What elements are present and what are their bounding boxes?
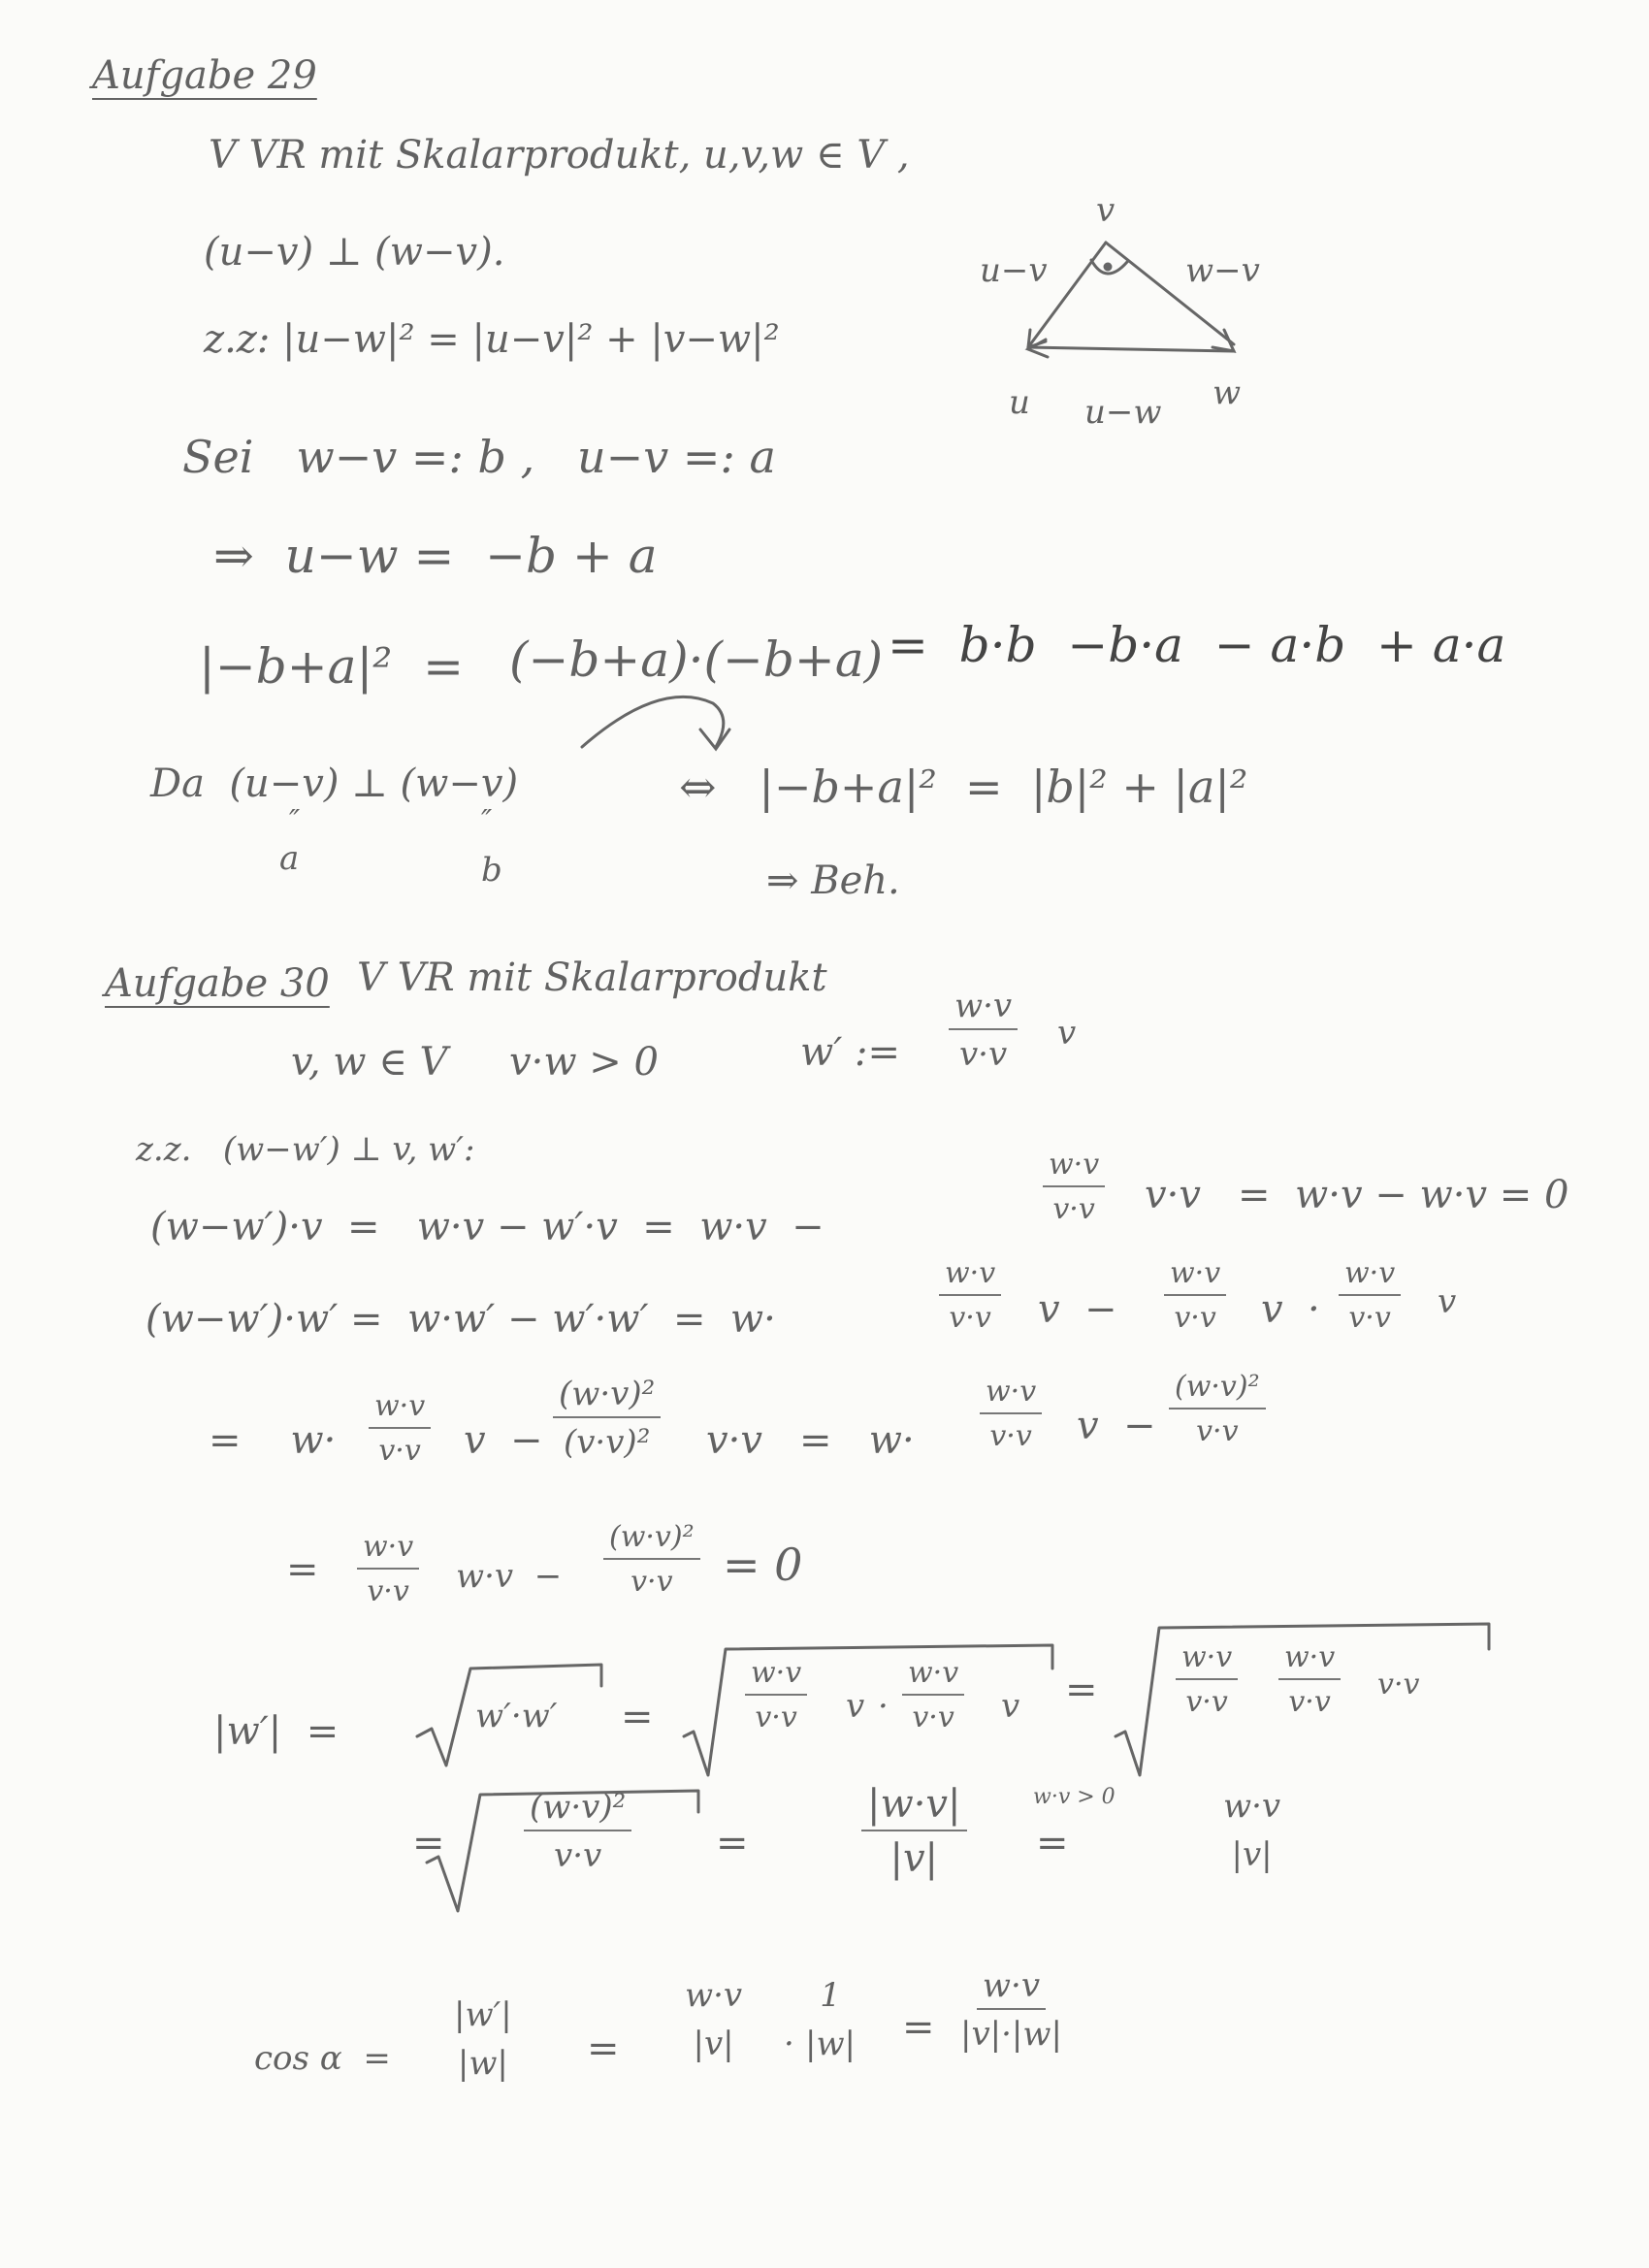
numerator: w·v — [939, 1259, 1001, 1296]
a30-cos-eq-1: = — [587, 2026, 620, 2071]
denominator: |v| — [693, 2025, 734, 2063]
a30-cos-fraction-3 — [805, 1976, 857, 2063]
a30-norm-vv: v·v — [1377, 1668, 1420, 1701]
a29-da-eq-a: ″ — [289, 804, 301, 838]
numerator: w·v — [980, 1377, 1042, 1414]
a30-norm-eq-1: = — [621, 1695, 654, 1739]
a30-wprime-v: v — [1057, 1014, 1077, 1053]
a30-cos-dot: · — [784, 2025, 794, 2063]
denominator: |w| — [457, 2044, 508, 2083]
a29-expand-rhs: = b·b −b·a − a·b + a·a — [888, 617, 1506, 673]
denominator: v·v — [1288, 1685, 1331, 1719]
a30-row6-eq-2: = — [1036, 1821, 1069, 1865]
denominator: v·v — [755, 1701, 797, 1734]
a30-line-1: V VR mit Skalarprodukt — [357, 956, 827, 1000]
a29-equivalence: ⇔ |−b+a|² = |b|² + |a|² — [679, 761, 1248, 813]
numerator: w·v — [1043, 1150, 1105, 1187]
heading-aufgabe-29: Aufgabe 29 — [92, 53, 317, 98]
denominator: v·v — [367, 1574, 409, 1608]
a30-row1-lhs: (w−w′)·v = w·v − w′·v = w·v − — [150, 1205, 824, 1249]
a29-beh: ⇒ Beh. — [766, 859, 900, 903]
a30-cos-fraction-1 — [448, 1995, 518, 2083]
a30-cos-lhs: cos α = — [254, 2039, 391, 2078]
a30-row4-mid: w·v − — [456, 1557, 563, 1596]
numerator: w·v — [902, 1659, 964, 1696]
a30-norm-fraction-1 — [745, 1656, 807, 1734]
a29-expand-mid: (−b+a)·(−b+a) — [509, 632, 884, 688]
a29-implies: ⇒ u−w = −b + a — [213, 528, 658, 584]
numerator: w·v — [1339, 1259, 1401, 1296]
denominator: v·v — [1348, 1301, 1391, 1335]
a30-row6-lhs: = — [412, 1821, 445, 1865]
numerator: (w·v)² — [1169, 1373, 1266, 1409]
denominator: v·v — [378, 1434, 421, 1468]
a30-row6-fraction-result — [1217, 1787, 1286, 1874]
a30-row6-condition: w·v > 0 — [1033, 1785, 1116, 1809]
a30-norm-v-1: v — [846, 1687, 865, 1726]
denominator: v·v — [1052, 1192, 1095, 1226]
denominator: v·v — [554, 1836, 602, 1875]
a30-cos-eq-2: = — [902, 2005, 935, 2050]
a30-zz: z.z. (w−w′) ⊥ v, w′: — [136, 1130, 475, 1169]
a30-row2-mid: v − — [1038, 1287, 1117, 1332]
numerator: w·v — [1223, 1787, 1281, 1826]
triangle-label-v: v — [1096, 191, 1116, 230]
denominator: |v| — [1231, 1835, 1273, 1874]
triangle-label-u-minus-w: u−w — [1084, 393, 1162, 432]
a29-da: Da (u−v) ⊥ (w−v) — [150, 761, 519, 806]
denominator: (v·v)² — [563, 1423, 651, 1462]
a30-row4-lhs: = — [286, 1547, 319, 1592]
a30-line-2: v, w ∈ V v·w > 0 — [291, 1040, 659, 1085]
a29-line-3: z.z: |u−w|² = |u−v|² + |v−w|² — [204, 317, 780, 362]
numerator: |w′| — [454, 1995, 512, 2034]
numerator: (w·v)² — [603, 1523, 700, 1560]
a30-wprime-lhs: w′ := — [800, 1030, 901, 1075]
numerator: w·v — [1164, 1259, 1226, 1296]
a30-row1-tail: v·v = w·v − w·v = 0 — [1145, 1173, 1569, 1217]
a29-da-a: a — [279, 839, 300, 878]
denominator: v·v — [949, 1301, 991, 1335]
triangle-label-w-minus-v: w−v — [1185, 251, 1260, 290]
a29-sei: Sei w−v =: b , u−v =: a — [182, 431, 776, 483]
denominator: v·v — [989, 1419, 1032, 1453]
a30-row2-lhs: (w−w′)·w′ = w·w′ − w′·w′ = w· — [146, 1297, 776, 1342]
a30-row6-sqrt-fraction — [524, 1788, 631, 1875]
a29-line-2: (u−v) ⊥ (w−v). — [204, 230, 505, 275]
a30-row3-end: v − — [1077, 1404, 1156, 1448]
a30-norm-v-2: v — [1001, 1687, 1020, 1726]
a30-cos-fraction-2 — [679, 1976, 748, 2063]
numerator: (w·v)² — [524, 1791, 631, 1831]
numerator: w·v — [1176, 1643, 1238, 1680]
a30-row3-mid2: v·v = w· — [706, 1418, 915, 1463]
a30-row6-eq-1: = — [716, 1821, 749, 1865]
numerator: w·v — [685, 1976, 743, 2015]
a30-row2-v: v — [1438, 1282, 1457, 1321]
denominator: |v| — [889, 1836, 939, 1881]
numerator: 1 — [820, 1976, 841, 2015]
denominator: |w| — [805, 2025, 857, 2063]
a30-norm-fraction-2 — [902, 1656, 964, 1734]
a30-norm-fraction-4 — [1278, 1640, 1341, 1719]
denominator: v·v — [958, 1035, 1008, 1074]
a30-norm-dot-1: · — [878, 1687, 889, 1726]
denominator: v·v — [912, 1701, 954, 1734]
a30-row2-mid2: v · — [1261, 1287, 1320, 1332]
a30-row3-mid: v − — [464, 1418, 543, 1463]
denominator: v·v — [1174, 1301, 1216, 1335]
a29-line-1: V VR mit Skalarprodukt, u,v,w ∈ V , — [209, 133, 910, 178]
denominator: v·v — [1196, 1414, 1239, 1448]
a30-norm-lhs: |w′| = — [213, 1709, 340, 1754]
denominator: v·v — [630, 1565, 673, 1599]
a30-norm-sqrt-1: w′·w′ — [475, 1697, 558, 1735]
denominator: |v|·|w| — [960, 2015, 1062, 2054]
numerator: w·v — [977, 1969, 1046, 2010]
numerator: w·v — [1278, 1643, 1341, 1680]
a30-cos-fraction-4 — [960, 1966, 1062, 2054]
numerator: (w·v)² — [553, 1377, 661, 1418]
a29-expand-lhs: |−b+a|² = — [199, 638, 465, 695]
numerator: w·v — [369, 1392, 431, 1429]
triangle-label-u: u — [1009, 383, 1030, 422]
a30-norm-eq-2: = — [1065, 1668, 1098, 1712]
a29-da-eq-b: ″ — [481, 804, 493, 838]
numerator: |w·v| — [861, 1785, 967, 1831]
a30-norm-fraction-3 — [1176, 1640, 1238, 1719]
a30-row3-lhs: = w· — [209, 1418, 337, 1463]
a30-row6-fraction-abs — [861, 1782, 967, 1881]
numerator: w·v — [745, 1659, 807, 1696]
numerator: w·v — [357, 1533, 419, 1570]
a30-row4-end: = 0 — [723, 1539, 803, 1591]
a29-da-b: b — [481, 851, 502, 890]
denominator: v·v — [1185, 1685, 1228, 1719]
triangle-label-u-minus-v: u−v — [980, 251, 1048, 290]
triangle-label-w: w — [1212, 373, 1242, 412]
numerator: w·v — [949, 989, 1018, 1030]
heading-aufgabe-30: Aufgabe 30 — [105, 961, 330, 1006]
